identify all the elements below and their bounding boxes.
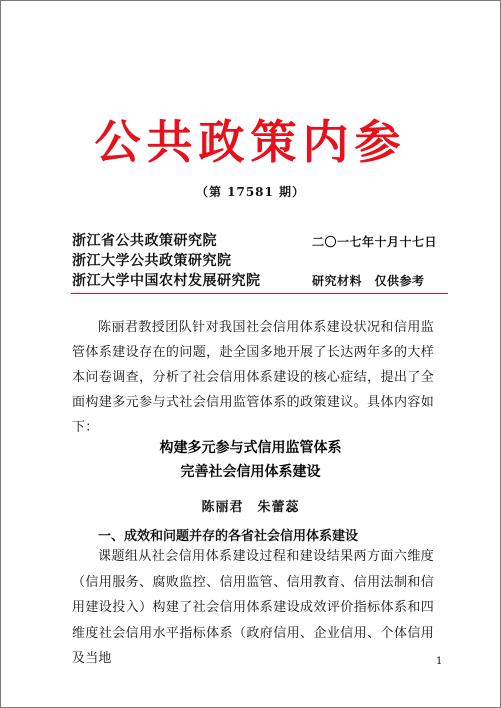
page-number: 1 [436,656,443,667]
intro-paragraph: 陈丽君教授团队针对我国社会信用体系建设状况和信用监管体系建设存在的问题，赴全国多地开展了长达两年多的大样本问卷调查，分析了社会信用体系建设的核心症结，提出了全面构建多元参与式社会信用监管体系的政策建议。具体内容如下： [72,320,434,435]
section-heading: 一、成效和问题并存的各省社会信用体系建设 [98,529,359,544]
article-title-line-2: 完善社会信用体系建设 [180,464,321,480]
publisher-org-1: 浙江省公共政策研究院 [72,233,217,249]
header-divider [71,293,448,294]
article-authors: 陈丽君 朱蕾蕊 [201,500,300,515]
masthead-title: 公共政策内参 [94,115,407,169]
publisher-org-2: 浙江大学公共政策研究院 [72,253,232,269]
publisher-org-3: 浙江大学中国农村发展研究院 [72,273,261,289]
reference-note: 研究材料 仅供参考 [312,274,425,288]
issue-number: （第 17581 期） [195,185,306,199]
section-paragraph: 课题组从社会信用体系建设过程和建设结果两方面六维度（信用服务、腐败监控、信用监管、信用教育、信用法制和信用建设投入）构建了社会信用体系建设成效评价指标体系和四维度社会信用水平指标体系（政府信用、企业信用、个体信用及当地 [72,549,434,666]
article-title-line-1: 构建多元参与式信用监管体系 [159,440,342,456]
publish-date: 二〇一七年十月十七日 [312,235,438,249]
